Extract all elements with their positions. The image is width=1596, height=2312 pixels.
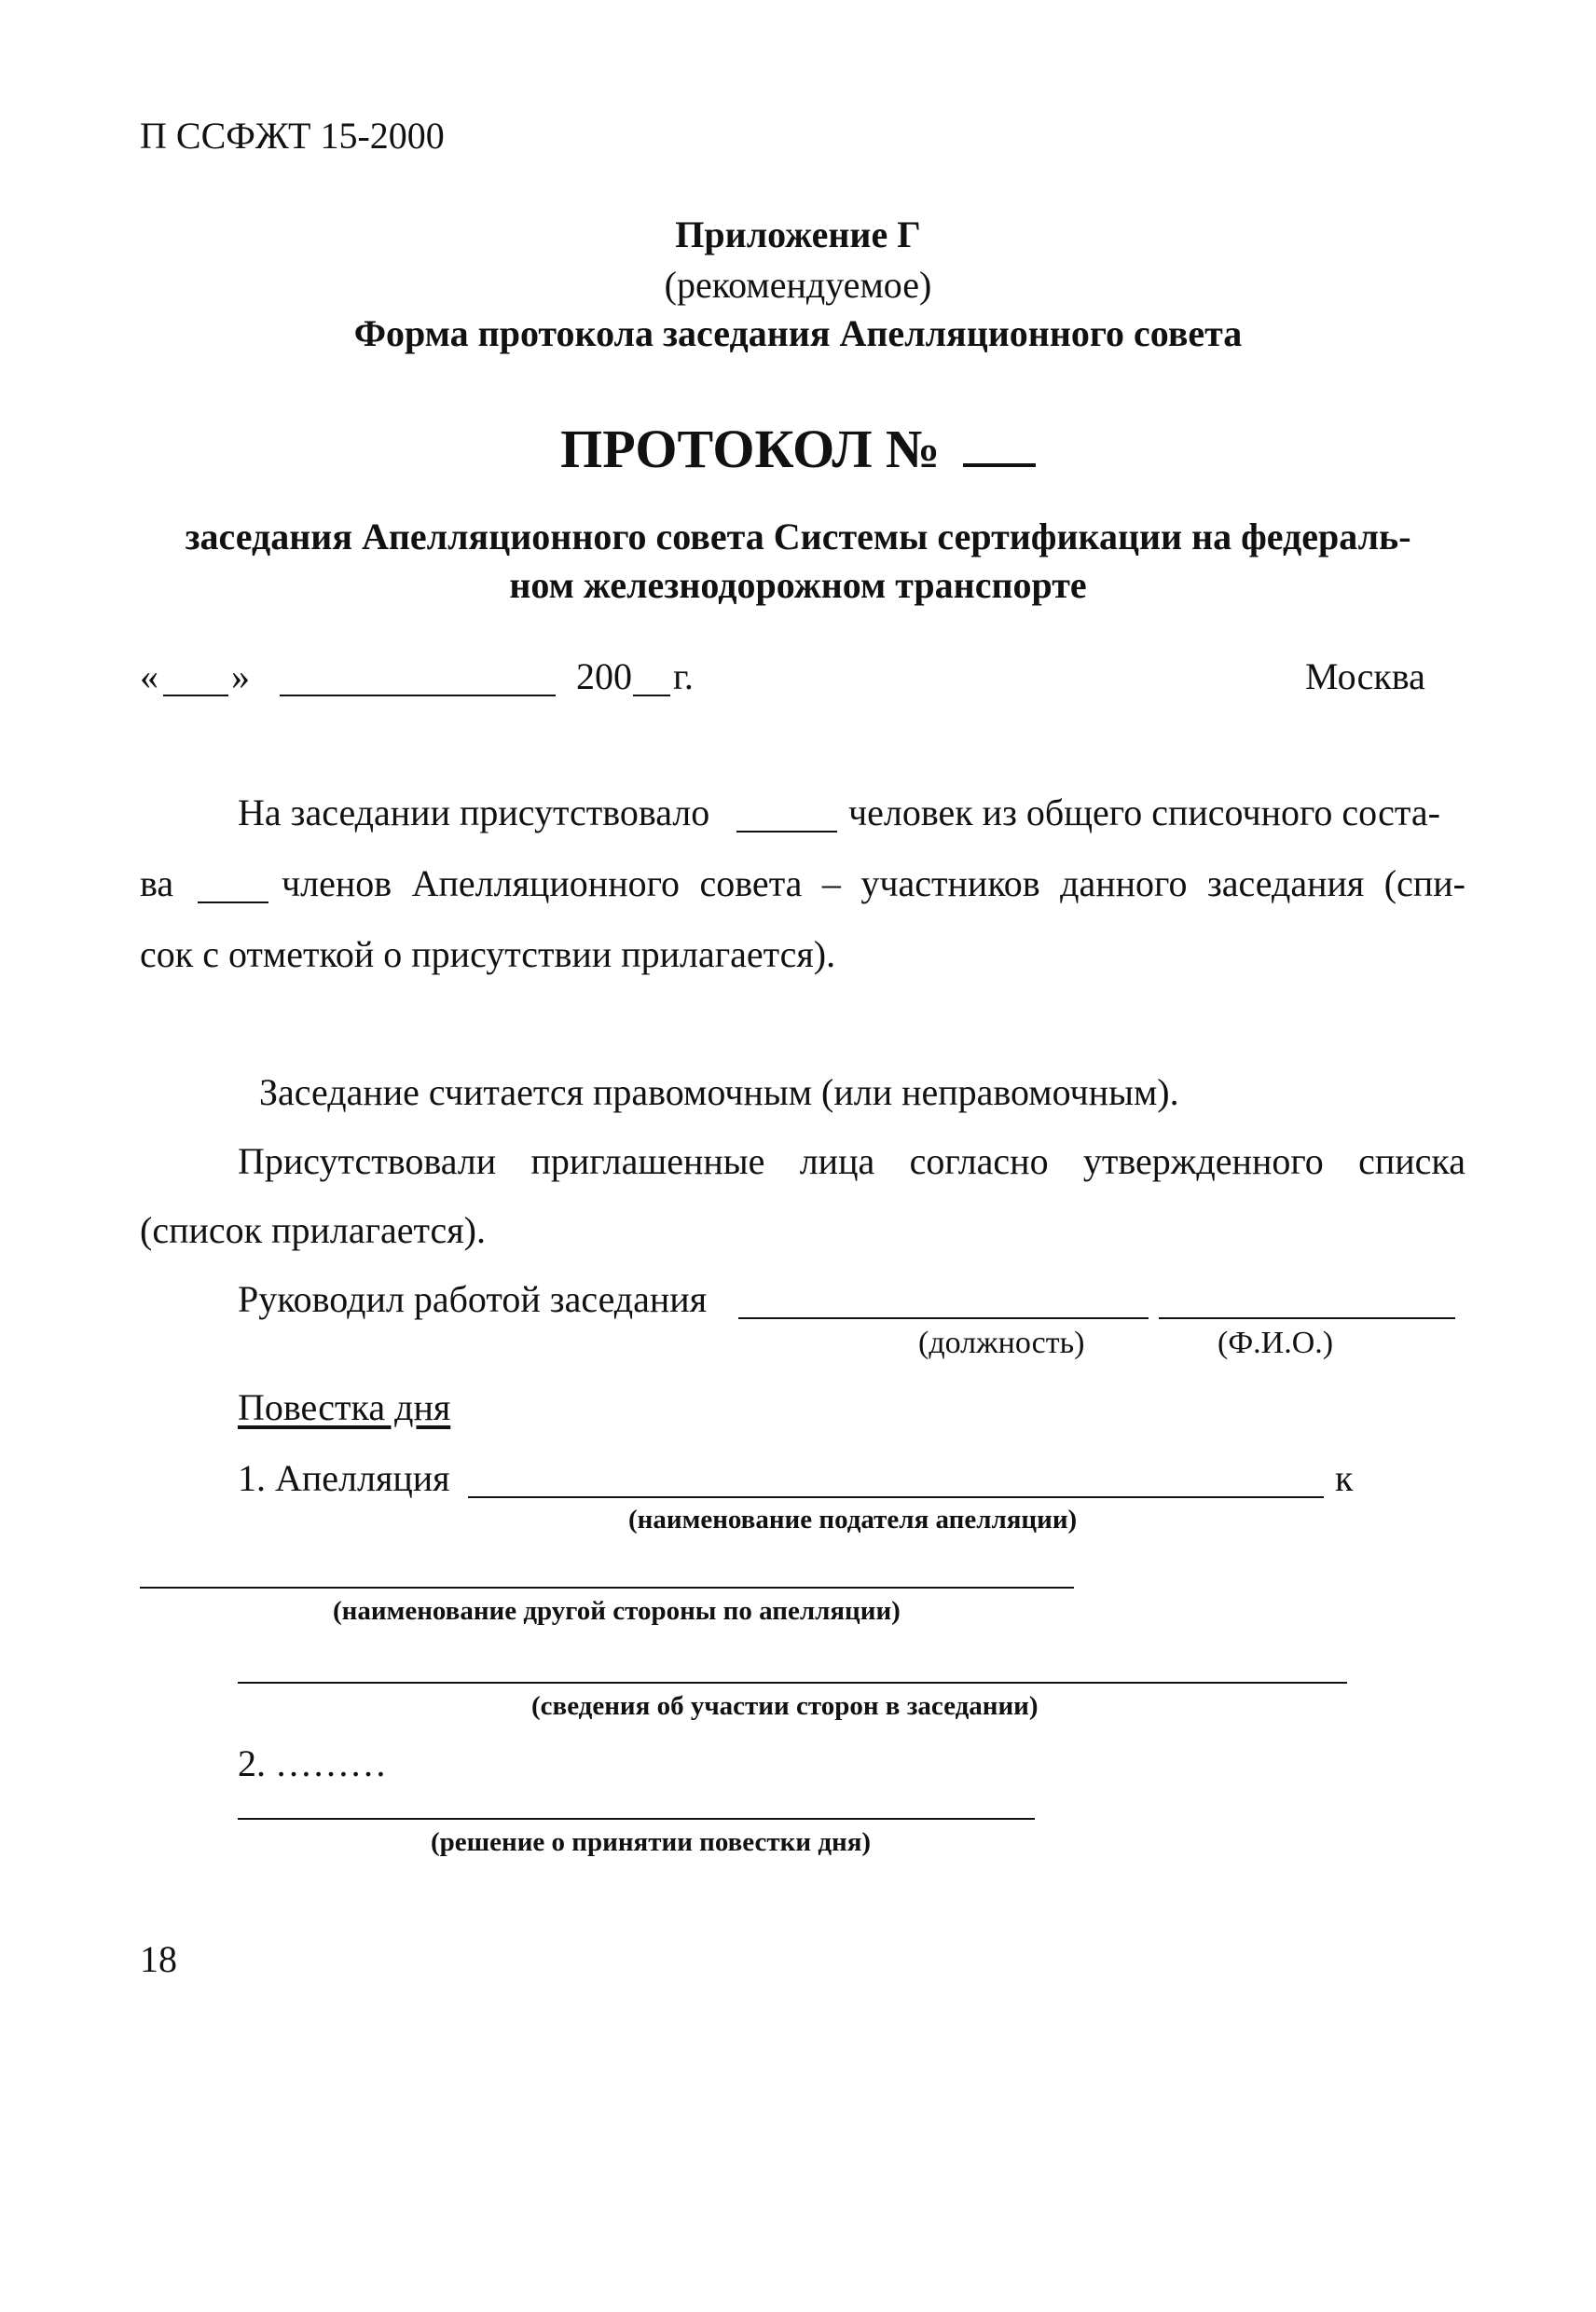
caption-participation: (сведения об участии сторон в заседании) <box>531 1691 1039 1721</box>
date-open-quote: « <box>140 655 158 697</box>
decision-blank <box>238 1818 1035 1820</box>
invited-text-line1: Присутствовали приглашенные лица согласно утвержденного списка <box>238 1140 1465 1182</box>
caption-appellant: (наименование подателя апелляции) <box>628 1505 1078 1534</box>
protocol-title-text: ПРОТОКОЛ № <box>560 419 941 479</box>
caption-fio: (Ф.И.О.) <box>1218 1326 1334 1360</box>
year-blank <box>633 695 670 696</box>
invited-text-line2: (список прилагается). <box>140 1209 486 1251</box>
protocol-title <box>0 418 1596 480</box>
agenda-heading: Повестка дня <box>238 1386 451 1428</box>
caption-other-party: (наименование другой стороны по апелляции) <box>333 1596 901 1626</box>
agenda-item1-label: 1. Апелляция <box>238 1457 450 1499</box>
day-blank <box>163 695 228 696</box>
attendance-text-b: человек из общего списочного соста- <box>848 791 1440 833</box>
chair-label: Руководил работой заседания <box>238 1278 708 1320</box>
date-close-quote: » <box>231 655 250 697</box>
other-party-blank <box>140 1587 1074 1589</box>
page-number: 18 <box>140 1938 177 1980</box>
chair-position-blank <box>738 1317 1149 1319</box>
document-code: П ССФЖТ 15-2000 <box>140 115 445 157</box>
quorum-text: Заседание считается правомочным (или неправомочным). <box>259 1071 1179 1113</box>
month-blank <box>280 695 556 696</box>
agenda-item2-label: 2. ……… <box>238 1742 387 1784</box>
appendix-status: (рекомендуемое) <box>664 264 932 306</box>
participation-blank <box>238 1682 1347 1684</box>
attendance-text-a: На заседании присутствовало <box>238 791 710 833</box>
protocol-number-blank <box>963 463 1036 467</box>
attendance-count-blank <box>736 831 837 833</box>
caption-position: (должность) <box>918 1326 1085 1360</box>
protocol-subtitle-line1: заседания Апелляционного совета Системы сертификации на федераль- <box>185 516 1411 557</box>
protocol-subtitle-line2: ном железнодорожном транспорте <box>509 564 1087 606</box>
members-count-blank <box>198 901 268 903</box>
appellant-blank <box>468 1496 1324 1498</box>
attendance-text-e: сок с отметкой о присутствии прилагается). <box>140 933 836 975</box>
agenda-item1-to: к <box>1335 1457 1354 1499</box>
city: Москва <box>1305 655 1425 697</box>
caption-decision: (решение о принятии повестки дня) <box>431 1827 872 1857</box>
appendix-title: Приложение Г <box>675 213 921 255</box>
attendance-text-d: членов Апелляционного совета – участников данного заседания (спи- <box>282 862 1465 904</box>
year-suffix: г. <box>673 655 694 697</box>
attendance-text-c: ва <box>140 862 174 904</box>
form-title: Форма протокола заседания Апелляционного совета <box>353 312 1243 354</box>
chair-fio-blank <box>1159 1317 1455 1319</box>
year-prefix: 200 <box>576 655 632 697</box>
